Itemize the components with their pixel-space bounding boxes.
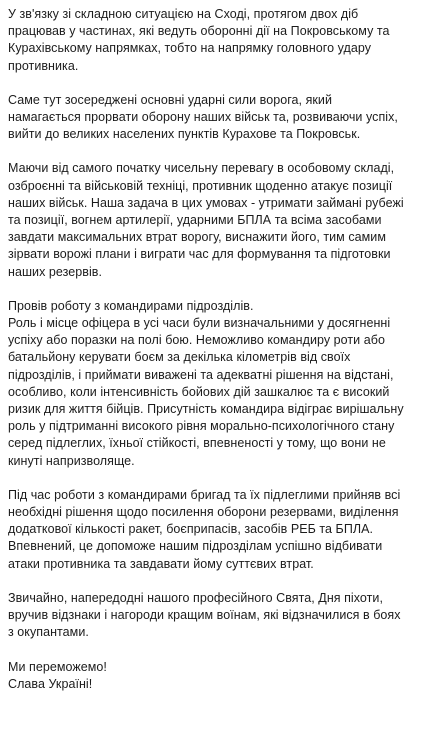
paragraph-closing: Ми переможемо! Слава Україні! bbox=[8, 659, 107, 691]
paragraph-defense-task: Маючи від самого початку чисельну перевагу в особовому складі, озброєнні та військовій техніці, противник щоденно атакує позиції наших військ. Наша задача в цих умовах - утримати займані рубежі та позиції, вогнем артилерії, ударними БПЛА та всіма засобами завдати максимальних втрат ворогу, виснажити його, тим самим зірвати ворожі плани і виграти час для формування та підготовки наших резервів. bbox=[8, 161, 404, 279]
paragraph-awards: Звичайно, напередодні нашого професійного Свята, Дня піхоти, вручив відзнаки і нагороди кращим воїнам, які відзначилися в боях з окупантами. bbox=[8, 590, 401, 640]
paragraph-situation: У зв'язку зі складною ситуацією на Сході, протягом двох діб працював у частинах, які ведуть оборонні дії на Покровському та Курахівському напрямках, тобто на напрямку головного удару противника. bbox=[8, 7, 390, 73]
paragraph-decisions: Під час роботи з командирами бригад та їх підлеглими прийняв всі необхідні рішення щодо посилення оборони резервами, виділення додаткової кількості ракет, боєприпасів, засобів РЕБ та БПЛА. Впевнений, це допоможе нашим підрозділам успішно відбивати атаки противника та завдавати йому суттєвих втрат. bbox=[8, 487, 401, 571]
paragraph-enemy-forces: Саме тут зосереджені основні ударні сили ворога, який намагається прорвати оборону наших військ та, розвиваючи успіх, вийти до великих населених пунктів Курахове та Покровськ. bbox=[8, 92, 398, 142]
paragraph-commanders: Провів роботу з командирами підрозділів. Роль і місце офіцера в усі часи були визначальними у досягненні успіху або поразки на полі бою. Неможливо командиру роти або батальйону керувати боєм за декілька кілометрів від своїх підрозділів, і приймати виважені та адекватні рішення на відстані, особливо, коли інтенсивність бойових дій зашкалює та є високий ризик для життя бійців. Присутність командира відіграє вирішальну роль у підтриманні високого рівня морально-психологічного стану серед підлеглих, їхньої стійкості, впевненості у тому, що вони не кинуті напризволяще. bbox=[8, 298, 404, 468]
